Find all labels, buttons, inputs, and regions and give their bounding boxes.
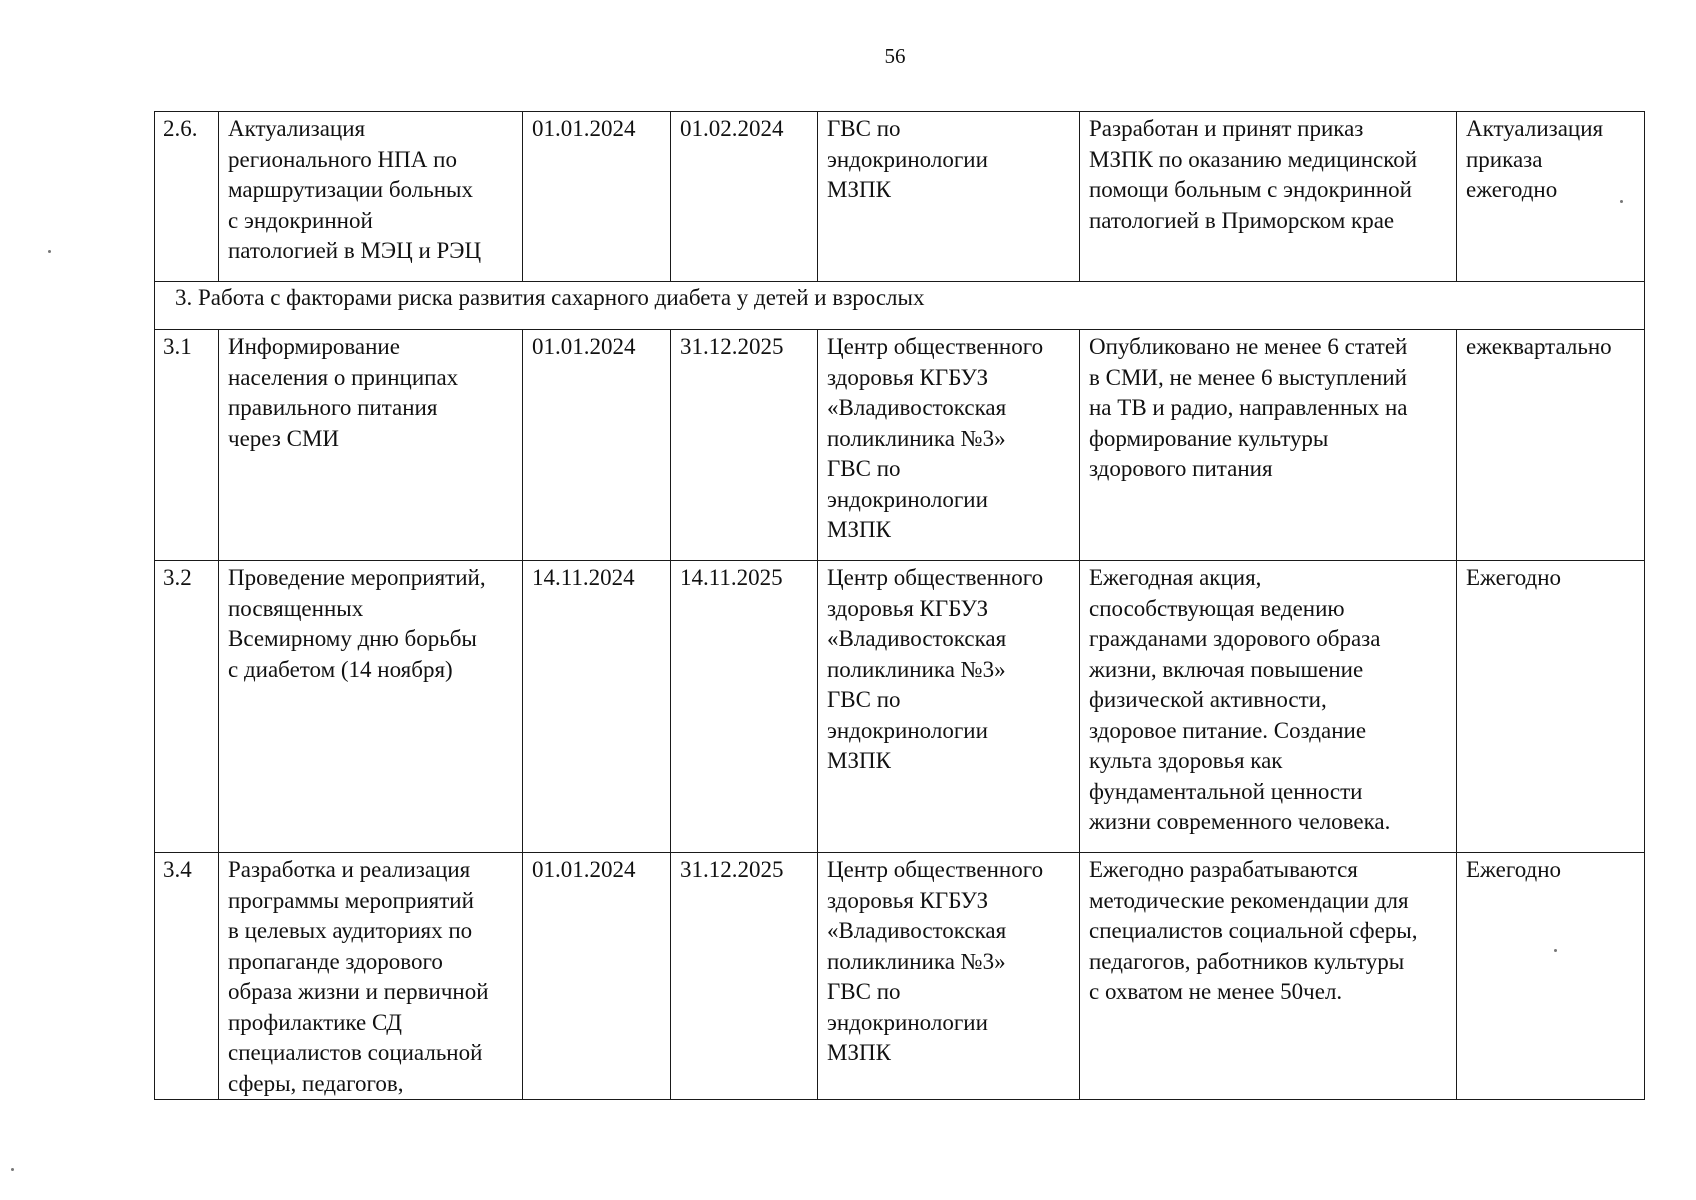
start-date-cell: 01.01.2024 bbox=[523, 853, 671, 1100]
scan-speck bbox=[1554, 949, 1557, 952]
start-date-cell: 01.01.2024 bbox=[523, 112, 671, 282]
row-number: 2.6. bbox=[155, 112, 219, 282]
result-cell: Ежегодно разрабатываются методические рекомендации для специалистов социальной сферы, педагогов, работников культуры с охватом не менее 50чел. bbox=[1080, 853, 1457, 1100]
page-number: 56 bbox=[884, 44, 906, 68]
table-row-3-2 bbox=[155, 561, 1645, 853]
row-number: 3.4 bbox=[155, 853, 219, 1100]
scan-speck bbox=[48, 250, 51, 253]
frequency-cell: Актуализация приказа ежегодно bbox=[1457, 112, 1645, 282]
end-date-cell: 14.11.2025 bbox=[671, 561, 818, 853]
result-cell: Опубликовано не менее 6 статей в СМИ, не менее 6 выступлений на ТВ и радио, направленных на формирование культуры здорового питания bbox=[1080, 330, 1457, 561]
scan-speck bbox=[1620, 200, 1623, 203]
activity-cell: Информирование населения о принципах правильного питания через СМИ bbox=[219, 330, 523, 561]
section-header-row bbox=[155, 282, 1645, 330]
table-row-2-6 bbox=[155, 112, 1645, 282]
activity-plan-table bbox=[154, 111, 1645, 1100]
frequency-cell: Ежегодно bbox=[1457, 561, 1645, 853]
responsible-cell: ГВС по эндокринологии МЗПК bbox=[818, 112, 1080, 282]
row-number: 3.2 bbox=[155, 561, 219, 853]
responsible-cell: Центр общественного здоровья КГБУЗ «Владивостокская поликлиника №3» ГВС по эндокринологии МЗПК bbox=[818, 330, 1080, 561]
responsible-cell: Центр общественного здоровья КГБУЗ «Владивостокская поликлиника №3» ГВС по эндокринологии МЗПК bbox=[818, 561, 1080, 853]
frequency-cell: ежеквартально bbox=[1457, 330, 1645, 561]
start-date-cell: 01.01.2024 bbox=[523, 330, 671, 561]
activity-cell: Проведение мероприятий, посвященных Всемирному дню борьбы с диабетом (14 ноября) bbox=[219, 561, 523, 853]
section-title: 3. Работа с факторами риска развития сахарного диабета у детей и взрослых bbox=[155, 282, 1645, 330]
table-row-3-1 bbox=[155, 330, 1645, 561]
responsible-cell: Центр общественного здоровья КГБУЗ «Владивостокская поликлиника №3» ГВС по эндокринологии МЗПК bbox=[818, 853, 1080, 1100]
table-row-3-4 bbox=[155, 853, 1645, 1100]
result-cell: Ежегодная акция, способствующая ведению гражданами здорового образа жизни, включая повышение физической активности, здоровое питание. Создание культа здоровья как фундаментальной ценности жизни современного человека. bbox=[1080, 561, 1457, 853]
end-date-cell: 31.12.2025 bbox=[671, 330, 818, 561]
end-date-cell: 01.02.2024 bbox=[671, 112, 818, 282]
end-date-cell: 31.12.2025 bbox=[671, 853, 818, 1100]
result-cell: Разработан и принят приказ МЗПК по оказанию медицинской помощи больным с эндокринной патологией в Приморском крае bbox=[1080, 112, 1457, 282]
start-date-cell: 14.11.2024 bbox=[523, 561, 671, 853]
scan-speck bbox=[11, 1168, 14, 1171]
activity-cell: Актуализация регионального НПА по маршрутизации больных с эндокринной патологией в МЭЦ и РЭЦ bbox=[219, 112, 523, 282]
activity-cell: Разработка и реализация программы мероприятий в целевых аудиториях по пропаганде здорового образа жизни и первичной профилактике СД специалистов социальной сферы, педагогов, bbox=[219, 853, 523, 1100]
frequency-cell: Ежегодно bbox=[1457, 853, 1645, 1100]
row-number: 3.1 bbox=[155, 330, 219, 561]
